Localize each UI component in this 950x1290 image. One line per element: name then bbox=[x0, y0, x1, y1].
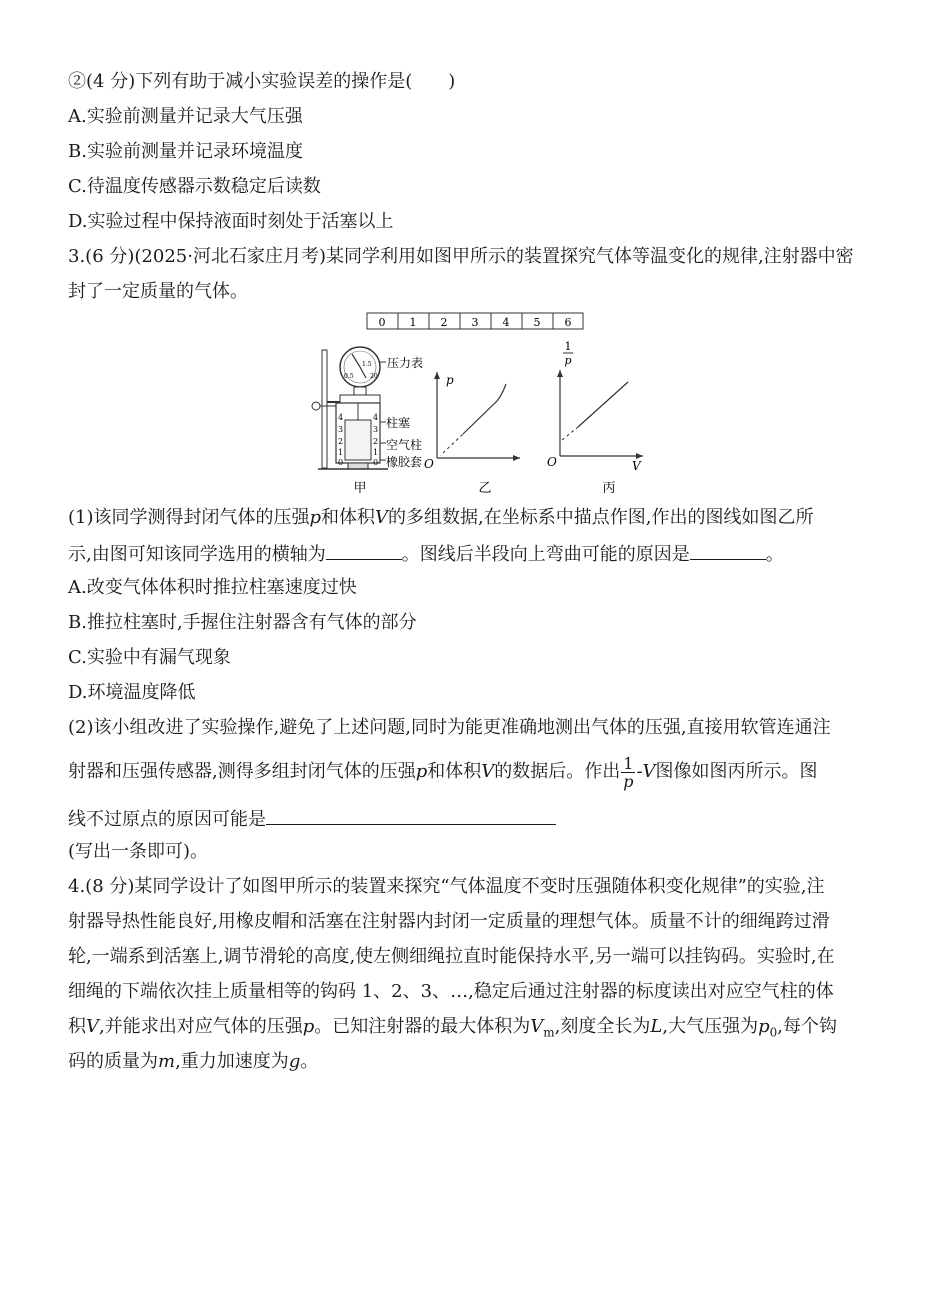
q3-part2-line4: (写出一条即可)。 bbox=[68, 841, 209, 862]
q4-text-g: 码的质量为 bbox=[68, 1051, 158, 1072]
graph-bing-origin: O bbox=[547, 455, 557, 469]
var-vm: V bbox=[530, 1016, 544, 1037]
ruler-scale bbox=[367, 313, 583, 329]
q3-part1-line1 bbox=[68, 506, 813, 530]
var-p: p bbox=[309, 507, 322, 528]
var-vm-subscript: m bbox=[543, 1025, 555, 1040]
fraction-numerator: 1 bbox=[623, 753, 634, 773]
syringe-scale-r-0: 0 bbox=[373, 458, 379, 467]
ruler-tick-6: 6 bbox=[564, 316, 572, 329]
graph-yi-origin: O bbox=[424, 457, 434, 471]
var-l: L bbox=[650, 1016, 663, 1037]
syringe-scale-l-4: 4 bbox=[338, 413, 344, 422]
q4-text-h: ,重力加速度为 bbox=[175, 1051, 289, 1072]
q4-line6 bbox=[68, 1050, 318, 1074]
plunger-label: 柱塞 bbox=[386, 416, 411, 430]
q3-option-d: D.环境温度降低 bbox=[68, 682, 196, 703]
q4-text-c: 。已知注射器的最大体积为 bbox=[314, 1016, 531, 1037]
air-column-label: 空气柱 bbox=[386, 438, 423, 452]
gauge-scale-3: 20 bbox=[370, 373, 378, 380]
ruler-tick-2: 2 bbox=[440, 316, 448, 329]
graph-yi-y-label: p bbox=[446, 373, 454, 387]
var-p: p bbox=[302, 1016, 315, 1037]
answer-blank-horizontal-axis[interactable] bbox=[326, 541, 402, 560]
syringe-scale-r-4: 4 bbox=[373, 413, 379, 422]
q3-part2-text-a: 射器和压强传感器,测得多组封闭气体的压强 bbox=[68, 761, 416, 782]
q4-line2: 射器导热性能良好,用橡皮帽和活塞在注射器内封闭一定质量的理想气体。质量不计的细绳跨过滑 bbox=[68, 911, 830, 932]
graph-bing-y-den: p bbox=[564, 354, 572, 367]
q3-part2-line1: (2)该小组改进了实验操作,避免了上述问题,同时为能更准确地测出气体的压强,直接用软管连通注 bbox=[68, 717, 831, 738]
q3-part1-text-c: 的多组数据,在坐标系中描点作图,作出的图线如图乙所 bbox=[388, 507, 814, 528]
q3-option-b: B.推拉柱塞时,手握住注射器含有气体的部分 bbox=[68, 612, 417, 633]
syringe-scale-r-2: 2 bbox=[373, 437, 379, 446]
rubber-cap-label: 橡胶套 bbox=[386, 455, 423, 469]
syringe-scale-l-0: 0 bbox=[338, 458, 344, 467]
var-g: g bbox=[288, 1051, 301, 1072]
q3-part2-text-e: 图像如图丙所示。图 bbox=[655, 761, 818, 782]
var-m: m bbox=[158, 1051, 176, 1072]
q3-part1-text-e: 。图线后半段向上弯曲可能的原因是 bbox=[401, 544, 690, 565]
q4-text-a: 积 bbox=[68, 1016, 86, 1037]
var-p0: p bbox=[758, 1016, 770, 1037]
caption-jia: 甲 bbox=[353, 481, 367, 496]
q2-part2-stem: ②(4 分)下列有助于减小实验误差的操作是( ) bbox=[68, 71, 456, 92]
q4-line3: 轮,一端系到活塞上,调节滑轮的高度,使左侧细绳拉直时能保持水平,另一端可以挂钩码。实验时,在 bbox=[68, 946, 835, 967]
q2-option-b: B.实验前测量并记录环境温度 bbox=[68, 141, 303, 162]
ruler-tick-4: 4 bbox=[502, 316, 510, 329]
q3-part1-line2 bbox=[68, 541, 784, 567]
q3-part2-dash: - bbox=[636, 761, 643, 782]
q3-part1-text-b: 和体积 bbox=[321, 507, 376, 528]
ruler-tick-1: 1 bbox=[409, 316, 417, 329]
var-p0-subscript: 0 bbox=[769, 1025, 778, 1040]
q4-text-e: ,大气压强为 bbox=[662, 1016, 759, 1037]
syringe-scale-l-1: 1 bbox=[338, 448, 344, 457]
q4-text-d: ,刻度全长为 bbox=[554, 1016, 651, 1037]
q3-option-c: C.实验中有漏气现象 bbox=[68, 647, 231, 668]
var-v: V bbox=[481, 761, 495, 782]
var-p: p bbox=[415, 761, 428, 782]
answer-blank-curve-reason[interactable] bbox=[690, 541, 766, 560]
syringe-scale-l-2: 2 bbox=[338, 437, 344, 446]
gauge-scale-2: 1.5 bbox=[362, 361, 372, 368]
syringe-scale-l-3: 3 bbox=[338, 425, 344, 434]
q3-part1-text-f: 。 bbox=[765, 544, 784, 565]
q4-text-f: ,每个钩 bbox=[777, 1016, 837, 1037]
graph-bing bbox=[547, 340, 643, 496]
syringe-apparatus bbox=[312, 347, 423, 496]
syringe-scale-r-3: 3 bbox=[373, 425, 379, 434]
caption-yi: 乙 bbox=[478, 481, 492, 496]
var-v: V bbox=[86, 1016, 99, 1037]
q4-text-i: 。 bbox=[300, 1051, 319, 1072]
graph-yi bbox=[424, 372, 520, 496]
q3-part1-text-d: 示,由图可知该同学选用的横轴为 bbox=[68, 544, 326, 565]
q3-stem-line2: 封了一定质量的气体。 bbox=[68, 281, 248, 302]
fraction-denominator: p bbox=[623, 771, 634, 791]
q3-option-a: A.改变气体体积时推拉柱塞速度过快 bbox=[68, 577, 357, 598]
ruler-tick-3: 3 bbox=[471, 316, 479, 329]
q3-figure bbox=[300, 310, 660, 500]
q4-line1: 4.(8 分)某同学设计了如图甲所示的装置来探究“气体温度不变时压强随体积变化规律”的实验,注 bbox=[68, 876, 825, 897]
q3-part2-text-c: 的数据后。作出 bbox=[494, 761, 621, 782]
q2-option-c: C.待温度传感器示数稳定后读数 bbox=[68, 176, 321, 197]
gauge-scale-1: 0.5 bbox=[344, 373, 354, 380]
q2-option-a: A.实验前测量并记录大气压强 bbox=[68, 106, 303, 127]
q2-option-d: D.实验过程中保持液面时刻处于活塞以上 bbox=[68, 211, 394, 232]
q4-line5 bbox=[68, 1015, 837, 1045]
answer-blank-not-through-origin[interactable] bbox=[266, 806, 556, 825]
graph-bing-y-num: 1 bbox=[564, 340, 572, 353]
var-v: V bbox=[642, 761, 656, 782]
graph-bing-x-label: V bbox=[632, 459, 641, 473]
q3-part1-text-a: (1)该同学测得封闭气体的压强 bbox=[68, 507, 310, 528]
fraction-one-over-p bbox=[621, 755, 635, 790]
gauge-label: 压力表 bbox=[387, 356, 424, 370]
var-v: V bbox=[375, 507, 389, 528]
q4-line4: 细绳的下端依次挂上质量相等的钩码 1、2、3、…,稳定后通过注射器的标度读出对应空气柱的体 bbox=[68, 981, 834, 1002]
ruler-tick-0: 0 bbox=[378, 316, 386, 329]
q4-text-b: ,并能求出对应气体的压强 bbox=[99, 1016, 303, 1037]
syringe-scale-r-1: 1 bbox=[373, 448, 379, 457]
q3-part2-text-b: 和体积 bbox=[427, 761, 482, 782]
ruler-tick-5: 5 bbox=[533, 316, 541, 329]
q3-part2-line3 bbox=[68, 806, 556, 832]
caption-bing: 丙 bbox=[602, 481, 616, 496]
q3-stem-line1: 3.(6 分)(2025·河北石家庄月考)某同学利用如图甲所示的装置探究气体等温变化的规律,注射器中密 bbox=[68, 246, 854, 267]
q3-part2-text-f: 线不过原点的原因可能是 bbox=[68, 809, 266, 830]
q3-part2-line2 bbox=[68, 752, 818, 792]
